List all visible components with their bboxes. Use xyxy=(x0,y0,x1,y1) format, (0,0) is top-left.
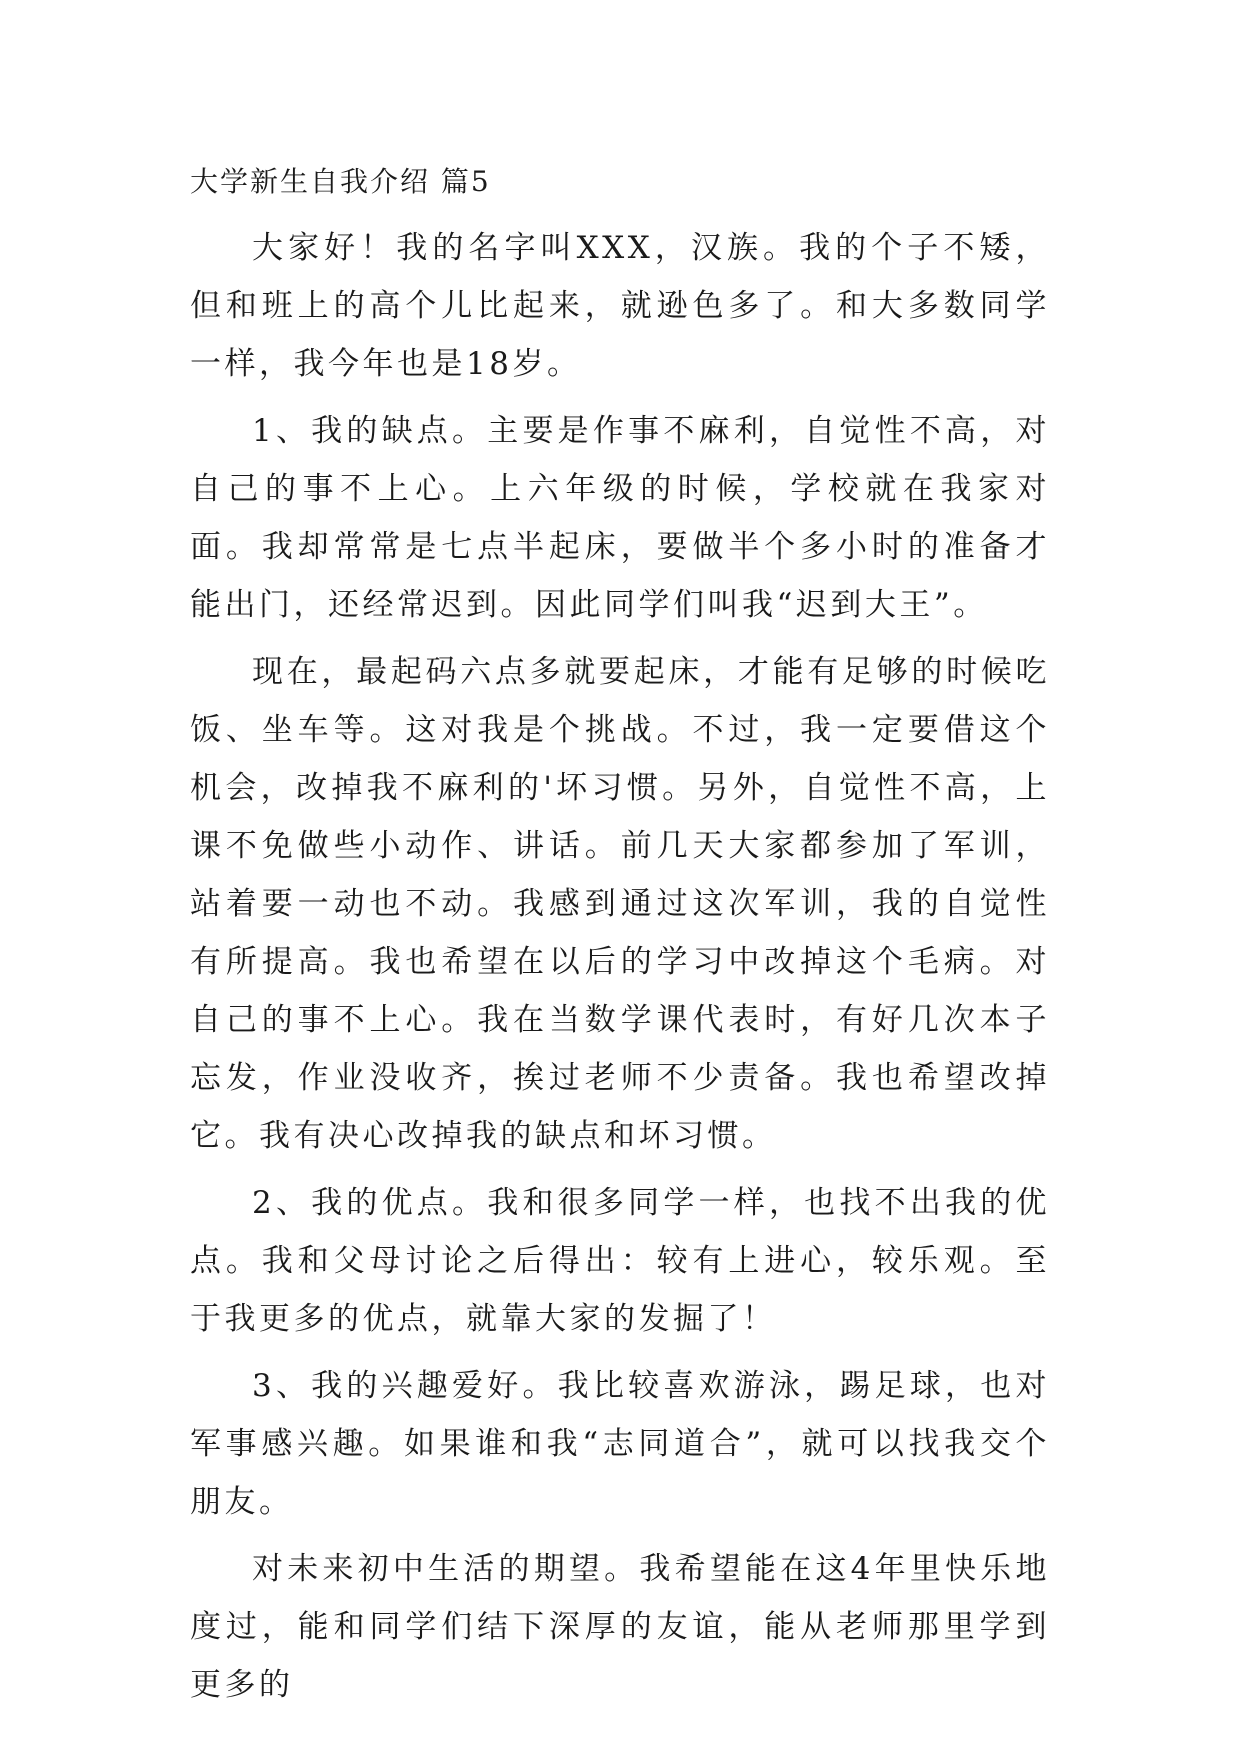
paragraph-intro: 大家好！我的名字叫XXX，汉族。我的个子不矮，但和班上的高个儿比起来，就逊色多了。和大多数同学一样，我今年也是18岁。 xyxy=(190,230,1050,382)
document-body xyxy=(190,219,1050,1723)
document-title: 大学新生自我介绍 篇5 xyxy=(190,165,491,198)
paragraph-expectations: 对未来初中生活的期望。我希望能在这4年里快乐地度过，能和同学们结下深厚的友谊，能从老师那里学到更多的 xyxy=(190,1551,1050,1703)
paragraph-shortcomings: 1、我的缺点。主要是作事不麻利，自觉性不高，对自己的事不上心。上六年级的时候，学校就在我家对面。我却常常是七点半起床，要做半个多小时的准备才能出门，还经常迟到。因此同学们叫我“迟到大王”。 xyxy=(190,413,1050,623)
paragraph-improvement: 现在，最起码六点多就要起床，才能有足够的时候吃饭、坐车等。这对我是个挑战。不过，我一定要借这个机会，改掉我不麻利的'坏习惯。另外，自觉性不高，上课不免做些小动作、讲话。前几天大家都参加了军训，站着要一动也不动。我感到通过这次军训，我的自觉性有所提高。我也希望在以后的学习中改掉这个毛病。对自己的事不上心。我在当数学课代表时，有好几次本子忘发，作业没收齐，挨过老师不少责备。我也希望改掉它。我有决心改掉我的缺点和坏习惯。 xyxy=(190,654,1050,1154)
paragraph-strengths: 2、我的优点。我和很多同学一样，也找不出我的优点。我和父母讨论之后得出：较有上进心，较乐观。至于我更多的优点，就靠大家的发掘了！ xyxy=(190,1185,1050,1337)
paragraph-hobbies: 3、我的兴趣爱好。我比较喜欢游泳，踢足球，也对军事感兴趣。如果谁和我“志同道合”，就可以找我交个朋友。 xyxy=(190,1368,1050,1520)
